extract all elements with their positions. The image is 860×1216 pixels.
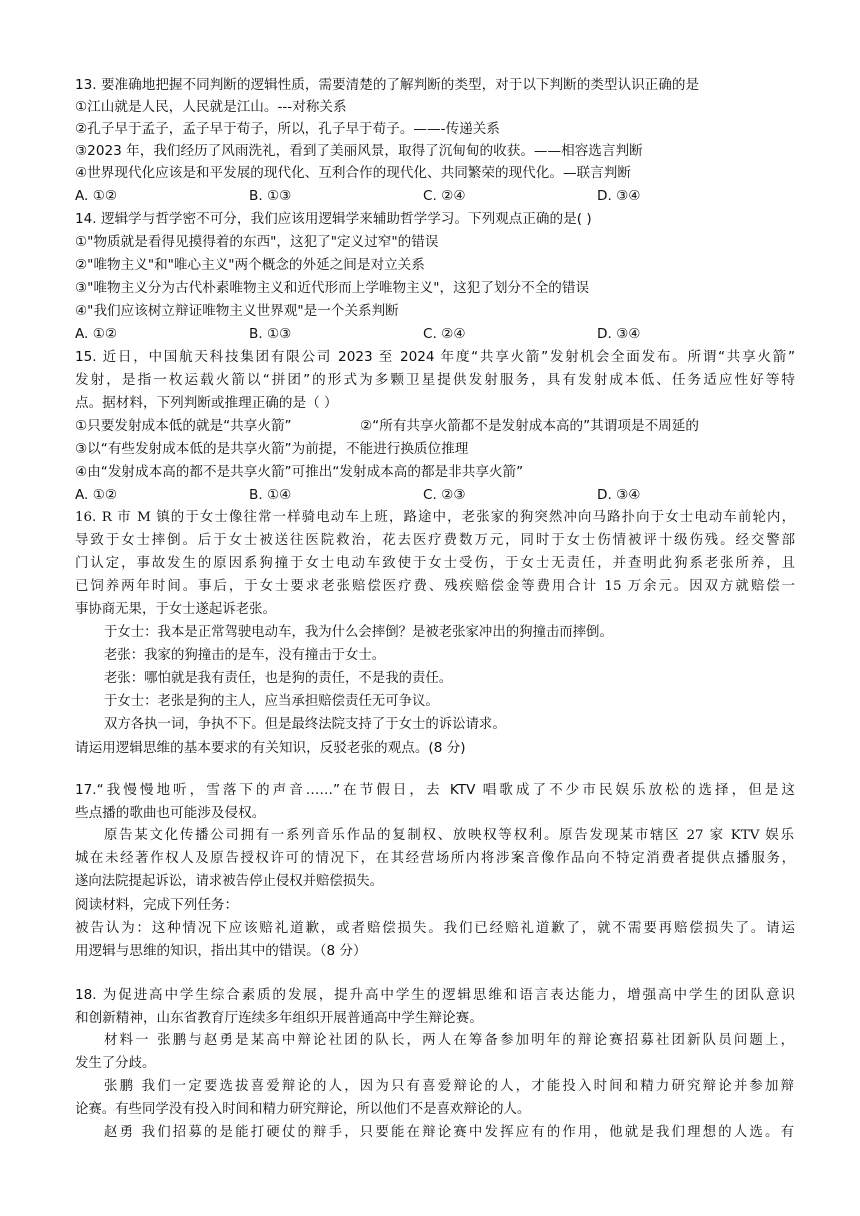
q14-item-1: ①"物质就是看得见摸得着的东西"，这犯了"定义过窄"的错误 <box>75 234 439 250</box>
q15-option-b: B. ①④ <box>249 487 292 503</box>
q14-stem: 14. 逻辑学与哲学密不可分，我们应该用逻辑学来辅助哲学学习。下列观点正确的是( ) <box>75 211 592 227</box>
q17-para-line-2: 城在未经著作权人及原告授权许可的情况下，在其经营场所内将涉案音像作品向不特定消费者提供点播服务， <box>75 851 795 866</box>
q14-option-c: C. ②④ <box>423 326 466 342</box>
q14-item-2: ②"唯物主义"和"唯心主义"两个概念的外延之间是对立关系 <box>75 257 425 273</box>
q15-stem-line-1: 15. 近日，中国航天科技集团有限公司 2023 至 2024 年度“共享火箭”发射机会全面发布。所谓“共享火箭” <box>75 349 795 365</box>
q16-stem-line-4: 已饲养两年时间。事后，于女士要求老张赔偿医疗费、残疾赔偿金等费用合计 15 万余元。因双方就赔偿一 <box>75 579 795 594</box>
q13-item-4: ④世界现代化应该是和平发展的现代化、互利合作的现代化、共同繁荣的现代化。—联言判断 <box>75 165 631 181</box>
q15-option-a: A. ①② <box>75 487 118 503</box>
q13-stem: 13. 要准确地把握不同判断的逻辑性质，需要清楚的了解判断的类型，对于以下判断的类型认识正确的是 <box>75 77 700 93</box>
q13-option-a: A. ①② <box>75 188 118 204</box>
q13-option-b: B. ①③ <box>249 188 292 204</box>
q16-dialogue-4: 于女士：老张是狗的主人，应当承担赔偿责任无可争议。 <box>104 694 439 709</box>
q14-option-a: A. ①② <box>75 326 118 342</box>
q17-task-line-2: 用逻辑与思维的知识，指出其中的错误。（8 分） <box>75 943 367 959</box>
q15-option-d: D. ③④ <box>597 487 641 503</box>
q15-items-row <box>75 415 795 437</box>
q15-item-2: ②“所有共享火箭都不是发射成本高的”其谓项是不周延的 <box>360 418 699 434</box>
q15-stem-line-3: 点。据材料，下列判断或推理正确的是（ ） <box>75 395 338 411</box>
q17-read: 阅读材料，完成下列任务： <box>75 897 239 913</box>
q16-task: 请运用逻辑思维的基本要求的有关知识，反驳老张的观点。(8 分) <box>75 740 466 756</box>
q17-task-line-1: 被告认为：这种情况下应该赔礼道歉，或者赔偿损失。我们已经赔礼道歉了，就不需要再赔偿损失了。请运 <box>75 920 795 936</box>
q13-item-1: ①江山就是人民，人民就是江山。---对称关系 <box>75 99 347 115</box>
q15-item-4: ④由“发射成本高的都不是共享火箭”可推出“发射成本高的都是非共享火箭” <box>75 464 524 480</box>
q18-material-1-line-2: 发生了分歧。 <box>75 1056 156 1071</box>
q18-zhangpeng-line-1: 张鹏 我们一定要选拔喜爱辩论的人，因为只有喜爱辩论的人，才能投入时间和精力研究辩论并参加辩 <box>104 1079 794 1094</box>
q16-dialogue-5: 双方各执一词，争执不下。但是最终法院支持了于女士的诉讼请求。 <box>104 717 506 732</box>
q14-options <box>75 323 795 345</box>
q18-zhaoyong-line-1: 赵勇 我们招募的是能打硬仗的辩手，只要能在辩论赛中发挥应有的作用，他就是我们理想的人选。有 <box>104 1125 794 1140</box>
q16-stem-line-3: 门认定，事故发生的原因系狗撞于女士电动车致使于女士受伤，于女士无责任，并查明此狗系老张所养，且 <box>75 556 795 571</box>
q16-dialogue-2: 老张：我家的狗撞击的是车，没有撞击于女士。 <box>104 648 386 663</box>
q16-stem-line-5: 事协商无果，于女士遂起诉老张。 <box>75 602 276 617</box>
q16-stem-line-2: 导致于女士摔倒。后于女士被送往医院救治，花去医疗费数万元，同时于女士伤情被评十级伤残。经交警部 <box>75 533 795 548</box>
q14-option-d: D. ③④ <box>597 326 641 342</box>
q16-dialogue-1: 于女士：我本是正常驾驶电动车，我为什么会摔倒？是被老张家冲出的狗撞击而摔倒。 <box>104 625 613 640</box>
q13-item-3: ③2023 年，我们经历了风雨洗礼，看到了美丽风景，取得了沉甸甸的收获。——相容选言判断 <box>75 143 643 159</box>
q13-option-c: C. ②④ <box>423 188 466 204</box>
q13-item-2: ②孔子早于孟子，孟子早于荀子，所以，孔子早于荀子。——-传递关系 <box>75 121 500 137</box>
q16-dialogue-3: 老张：哪怕就是我有责任，也是狗的责任，不是我的责任。 <box>104 671 453 686</box>
q14-item-3: ③"唯物主义分为古代朴素唯物主义和近代形而上学唯物主义"，这犯了划分不全的错误 <box>75 280 590 296</box>
q18-line-2: 和创新精神，山东省教育厅连续多年组织开展普通高中学生辩论赛。 <box>75 1010 483 1026</box>
q15-options <box>75 484 795 506</box>
q15-stem-line-2: 发射，是指一枚运载火箭以“拼团”的形式为多颗卫星提供发射服务，具有发射成本低、任务适应性好等特 <box>75 372 795 388</box>
q15-item-1: ①只要发射成本低的就是“共享火箭” <box>75 418 292 434</box>
q18-material-1-line-1: 材料一 张鹏与赵勇是某高中辩论社团的队长，两人在筹备参加明年的辩论赛招募社团新队员问题上， <box>104 1033 794 1048</box>
q13-option-d: D. ③④ <box>597 188 641 204</box>
q15-option-c: C. ②③ <box>423 487 466 503</box>
q14-option-b: B. ①③ <box>249 326 292 342</box>
q18-line-1: 18. 为促进高中学生综合素质的发展，提升高中学生的逻辑思维和语言表达能力，增强高中学生的团队意识 <box>75 987 795 1003</box>
q16-stem-line-1: 16. R 市 M 镇的于女士像往常一样骑电动车上班，路途中，老张家的狗突然冲向马路扑向于女士电动车前轮内， <box>75 510 795 525</box>
q14-item-4: ④"我们应该树立辩证唯物主义世界观"是一个关系判断 <box>75 303 399 319</box>
q17-para-line-3: 遂向法院提起诉讼，请求被告停止侵权并赔偿损失。 <box>75 874 383 889</box>
q15-item-3: ③以“有些发射成本低的是共享火箭”为前提，不能进行换质位推理 <box>75 441 469 457</box>
q17-line-1: 17.“我慢慢地听，雪落下的声音……”在节假日，去 KTV 唱歌成了不少市民娱乐放松的选择，但是这 <box>75 782 795 798</box>
q18-zhangpeng-line-2: 论赛。有些同学没有投入时间和精力研究辩论，所以他们不是喜欢辩论的人。 <box>75 1102 531 1117</box>
q17-line-2: 些点播的歌曲也可能涉及侵权。 <box>75 805 266 821</box>
q13-options <box>75 185 795 207</box>
q17-para-line-1: 原告某文化传播公司拥有一系列音乐作品的复制权、放映权等权利。原告发现某市辖区 27 家 KTV 娱乐 <box>104 828 794 843</box>
